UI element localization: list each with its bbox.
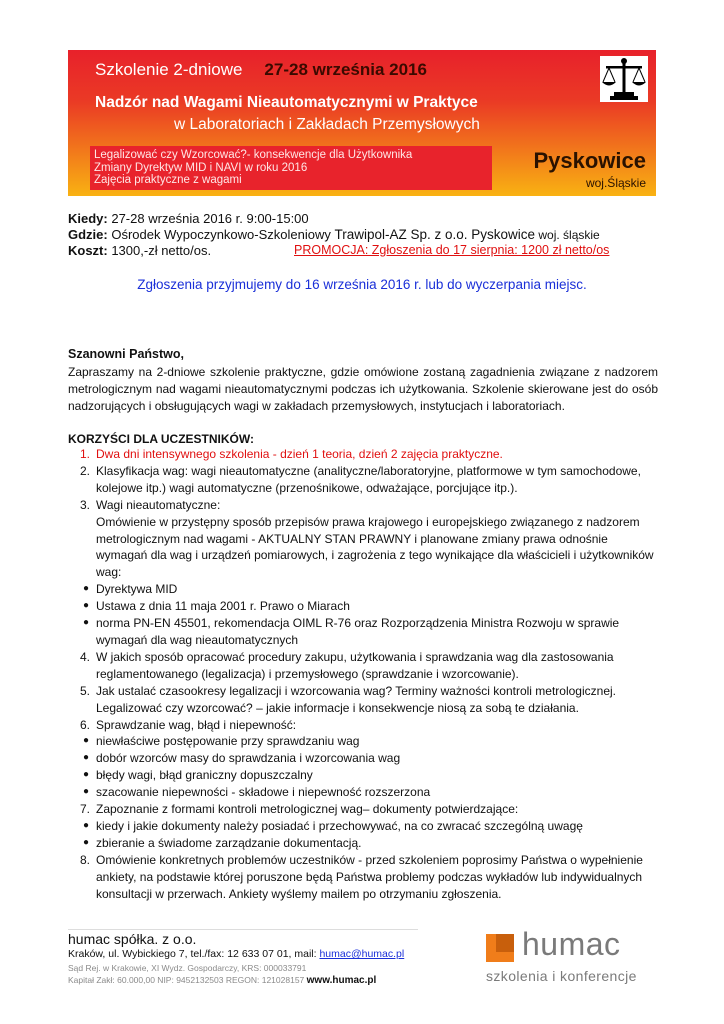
website-link[interactable]: www.humac.pl <box>306 975 377 986</box>
list-item: ● Ustawa z dnia 11 maja 2001 r. Prawo o Miarach <box>83 599 350 614</box>
list-item: 2. Klasyfikacja wag: wagi nieautomatyczne (analityczne/laboratoryjne, platformowe w tym samochodowe, kolejowe itp.) wagi automatyczne (przenośnikowe, odważające, porcjujące itp.). <box>80 463 641 495</box>
humac-logo <box>486 926 656 984</box>
registration-deadline: Zgłoszenia przyjmujemy do 16 września 2016 r. lub do wyczerpania miejsc. <box>137 277 587 292</box>
detail-where <box>68 227 600 242</box>
list-item: Omówienie w przystępny sposób przepisów prawa krajowego i europejskiego związanego z nadzorem metrologicznym nad wagami - AKTUALNY STAN PRAWNY i planowane zmiany prawa odnośnie wymagań dla wag i urządzeń pomiarowych, i zagrożenia z tego wynikające dla właścicieli i użytkowników wag: <box>96 514 654 580</box>
banner-topic: Zajęcia praktyczne z wagami <box>94 174 242 186</box>
list-item: 4. W jakich sposób opracować procedury zakupu, użytkowania i sprawdzania wag dla zastosowania reglamentowanego (legalizacja) i przemysłowego (sprawdzanie i wzorcowanie). <box>80 649 614 681</box>
detail-when <box>68 211 309 226</box>
list-item: 1. Dwa dni intensywnego szkolenia - dzień 1 teoria, dzień 2 zajęcia praktyczne. <box>80 447 503 461</box>
logo-wordmark: humac <box>522 926 621 962</box>
list-item: ● kiedy i jakie dokumenty należy posiadać i przechowywać, na co zwracać szczególną uwagę <box>83 818 583 833</box>
cost-label: Koszt: <box>68 243 108 258</box>
list-item: 6. Sprawdzanie wag, błąd i niepewność: <box>80 717 297 732</box>
banner-title: Nadzór nad Wagami Nieautomatycznymi w Praktyce <box>95 94 478 111</box>
greeting: Szanowni Państwo, <box>68 347 184 361</box>
list-item: 3. Wagi nieautomatyczne: <box>80 497 221 512</box>
company-registry: Sąd Rej. w Krakowie, XI Wydz. Gospodarczy, KRS: 000033791 <box>68 963 307 973</box>
when-label: Kiedy: <box>68 211 108 226</box>
list-item: ● błędy wagi, błąd graniczny dopuszczalny <box>83 768 313 783</box>
company-address: Kraków, ul. Wybickiego 7, tel./fax: 12 633 07 01, mail: humac@humac.pl <box>68 948 405 960</box>
email-link[interactable]: humac@humac.pl <box>319 948 405 960</box>
list-item: ● norma PN-EN 45501, rekomendacja OIML R-76 oraz Rozporządzenia Ministra Rozwoju w sprawie wymagań dla wag nieautomatycznych <box>83 616 620 647</box>
company-capital: Kapitał Zakł: 60.000,00 NIP: 9452132503 REGON: 121028157 www.humac.pl <box>68 975 377 986</box>
scales-of-justice-icon <box>600 56 648 102</box>
list-item: 8. Omówienie konkretnych problemów uczestników - przed szkoleniem poprosimy Państwa o wypełnienie ankiety, na podstawie której poruszone będą Państwa problemy podczas wykładów lub indywidualnych konsultacji w przerwach. Ankiety wyślemy mailem po otrzymaniu zgłoszenia. <box>80 852 643 901</box>
list-item: ● szacowanie niepewności - składowe i niepewność rozszerzona <box>83 785 431 800</box>
logo-tagline: szkolenia i konferencje <box>486 968 637 984</box>
detail-cost <box>68 243 211 258</box>
logo-square-icon <box>486 934 514 962</box>
banner-topics <box>90 146 492 190</box>
banner-city: Pyskowice <box>533 148 646 173</box>
list-item: ● zbieranie a świadome zarządzanie dokumentacją. <box>83 835 362 850</box>
banner-region: woj.Śląskie <box>585 176 646 190</box>
list-item: ● dobór wzorców masy do sprawdzania i wzorcowania wag <box>83 751 401 766</box>
where-venue: Trawipol-AZ Sp. z o.o. Pyskowice <box>334 227 536 242</box>
list-item: ● Dyrektywa MID <box>83 582 178 597</box>
promo-text: PROMOCJA: Zgłoszenia do 17 sierpnia: 1200 zł netto/os <box>294 243 610 257</box>
when-value: 27-28 września 2016 r. 9:00-15:00 <box>107 211 309 226</box>
list-item: ● niewłaściwe postępowanie przy sprawdzaniu wag <box>83 734 360 749</box>
where-label: Gdzie: <box>68 227 108 242</box>
banner-duration-line <box>95 60 427 80</box>
footer-divider <box>68 929 418 930</box>
where-region: woj. śląskie <box>535 228 600 242</box>
benefits-list <box>68 446 658 902</box>
company-name: humac spółka. z o.o. <box>68 931 197 947</box>
banner-topic: Zmiany Dyrektyw MID i NAVI w roku 2016 <box>94 161 308 174</box>
banner-topic: Legalizować czy Wzorcować?- konsekwencje dla Użytkownika <box>94 149 413 161</box>
list-item: 7. Zapoznanie z formami kontroli metrologicznej wag– dokumenty potwierdzające: <box>80 802 519 817</box>
banner-duration: Szkolenie 2-dniowe <box>95 60 243 79</box>
benefits-heading: KORZYŚCI DLA UCZESTNIKÓW: <box>68 432 254 446</box>
list-item: 5. Jak ustalać czasookresy legalizacji i wzorcowania wag? Terminy ważności kontroli metrologicznej. Legalizować czy wzorcować? – jakie informacje i konsekwencje niosą za sobą te działania. <box>80 683 616 715</box>
banner-subtitle: w Laboratoriach i Zakładach Przemysłowych <box>174 116 480 133</box>
event-banner <box>68 50 656 196</box>
cost-value: 1300,-zł netto/os. <box>107 243 212 258</box>
intro-paragraph: Zapraszamy na 2-dniowe szkolenie praktyczne, gdzie omówione zostaną zagadnienia związane z nadzorem metrologicznym nad wagami nieautomatycznymi podczas ich użytkowania. Szkolenie skierowane jest do osób nadzorujących i obsługujących wagi w zakładach przemysłowych, instytucjach i laboratoriach. <box>68 365 658 413</box>
where-value: Ośrodek Wypoczynkowo-Szkoleniowy <box>107 227 335 242</box>
banner-dates: 27-28 września 2016 <box>264 60 427 79</box>
